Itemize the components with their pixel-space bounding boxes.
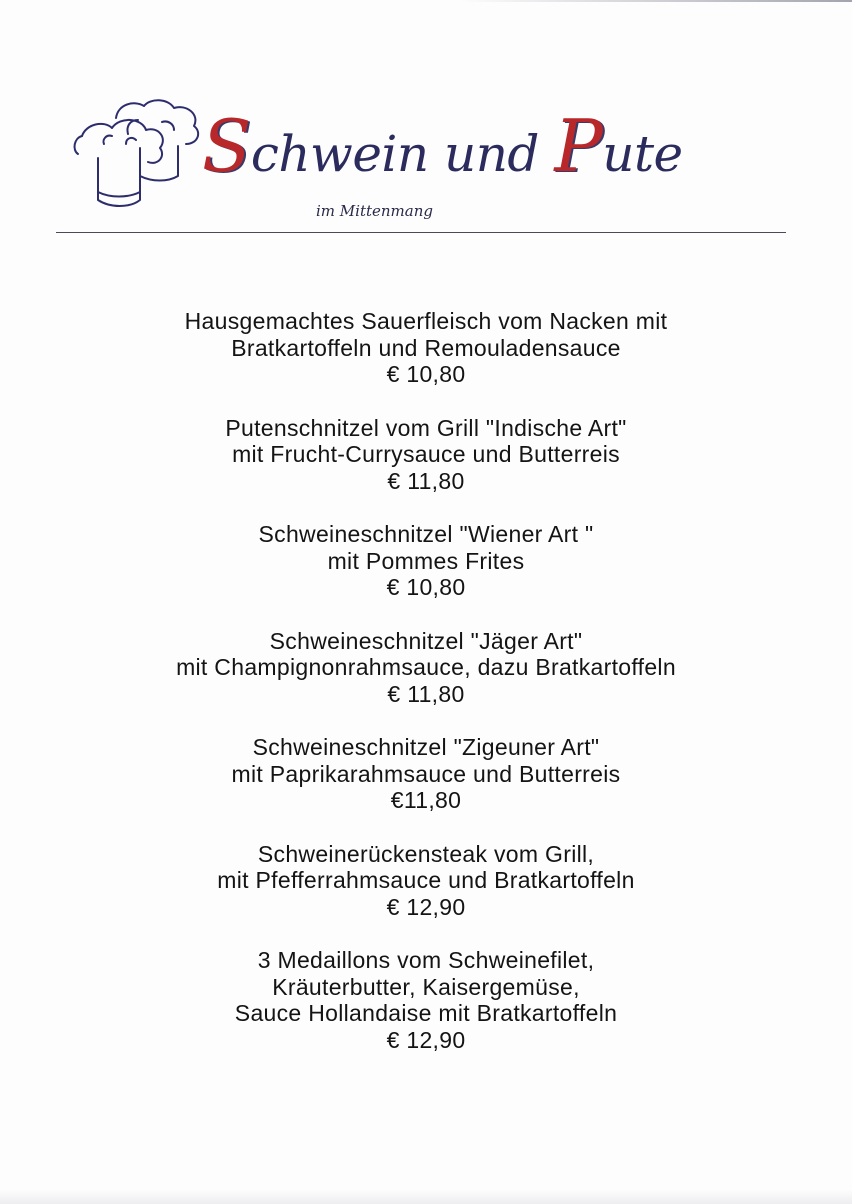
menu-item-line: Schweinerückensteak vom Grill, bbox=[257, 840, 595, 867]
menu-item bbox=[60, 841, 792, 921]
menu-item-line: Kräuterbutter, Kaisergemüse, bbox=[272, 973, 580, 1000]
menu-item-line: mit Champignonrahmsauce, dazu Bratkartoffeln bbox=[176, 654, 676, 680]
menu-item-line: 3 Medaillons vom Schweinefilet, bbox=[257, 947, 595, 973]
title-part-2: ute bbox=[602, 125, 683, 183]
menu-item-line: Schweineschnitzel "Wiener Art " bbox=[258, 521, 594, 547]
menu-item-price: €11,80 bbox=[390, 787, 462, 813]
menu-item-line: Sauce Hollandaise mit Bratkartoffeln bbox=[234, 1000, 618, 1026]
scan-edge-bottom bbox=[0, 1190, 852, 1204]
menu-item-line: Schweineschnitzel "Zigeuner Art" bbox=[252, 734, 600, 760]
menu-item bbox=[60, 415, 792, 495]
menu-item bbox=[60, 734, 792, 814]
menu-item-line: Hausgemachtes Sauerfleisch vom Nacken mit bbox=[184, 308, 668, 334]
menu-item bbox=[60, 521, 792, 601]
menu-item bbox=[60, 628, 792, 708]
menu-item-line: Bratkartoffeln und Remouladensauce bbox=[231, 334, 621, 361]
menu-item-price: € 11,80 bbox=[387, 467, 465, 494]
menu-item-line: mit Paprikarahmsauce und Butterreis bbox=[231, 760, 621, 787]
title-initial-s: S bbox=[202, 104, 251, 188]
menu-item-line: mit Pfefferrahmsauce und Bratkartoffeln bbox=[217, 867, 635, 893]
menu-item bbox=[60, 947, 792, 1053]
restaurant-title bbox=[202, 104, 683, 192]
menu-item-line: Putenschnitzel vom Grill "Indische Art" bbox=[225, 414, 627, 441]
menu-item bbox=[60, 308, 792, 388]
menu-item-price: € 10,80 bbox=[386, 361, 466, 387]
menu-item-price: € 11,80 bbox=[387, 680, 465, 707]
menu-item-price: € 10,80 bbox=[386, 574, 466, 600]
menu-item-line: mit Frucht-Currysauce und Butterreis bbox=[232, 441, 620, 467]
title-part-1: chwein und bbox=[250, 125, 555, 183]
header bbox=[0, 0, 852, 240]
title-initial-p: P bbox=[554, 104, 603, 188]
menu-item-line: Schweineschnitzel "Jäger Art" bbox=[269, 627, 583, 654]
menu-item-price: € 12,90 bbox=[386, 893, 466, 920]
menu-item-price: € 12,90 bbox=[386, 1026, 466, 1053]
menu-item-line: mit Pommes Frites bbox=[327, 547, 525, 574]
restaurant-subtitle: im Mittenmang bbox=[316, 202, 433, 220]
menu-list bbox=[60, 308, 792, 1080]
chef-hats-icon bbox=[68, 96, 208, 216]
header-divider bbox=[56, 232, 786, 233]
